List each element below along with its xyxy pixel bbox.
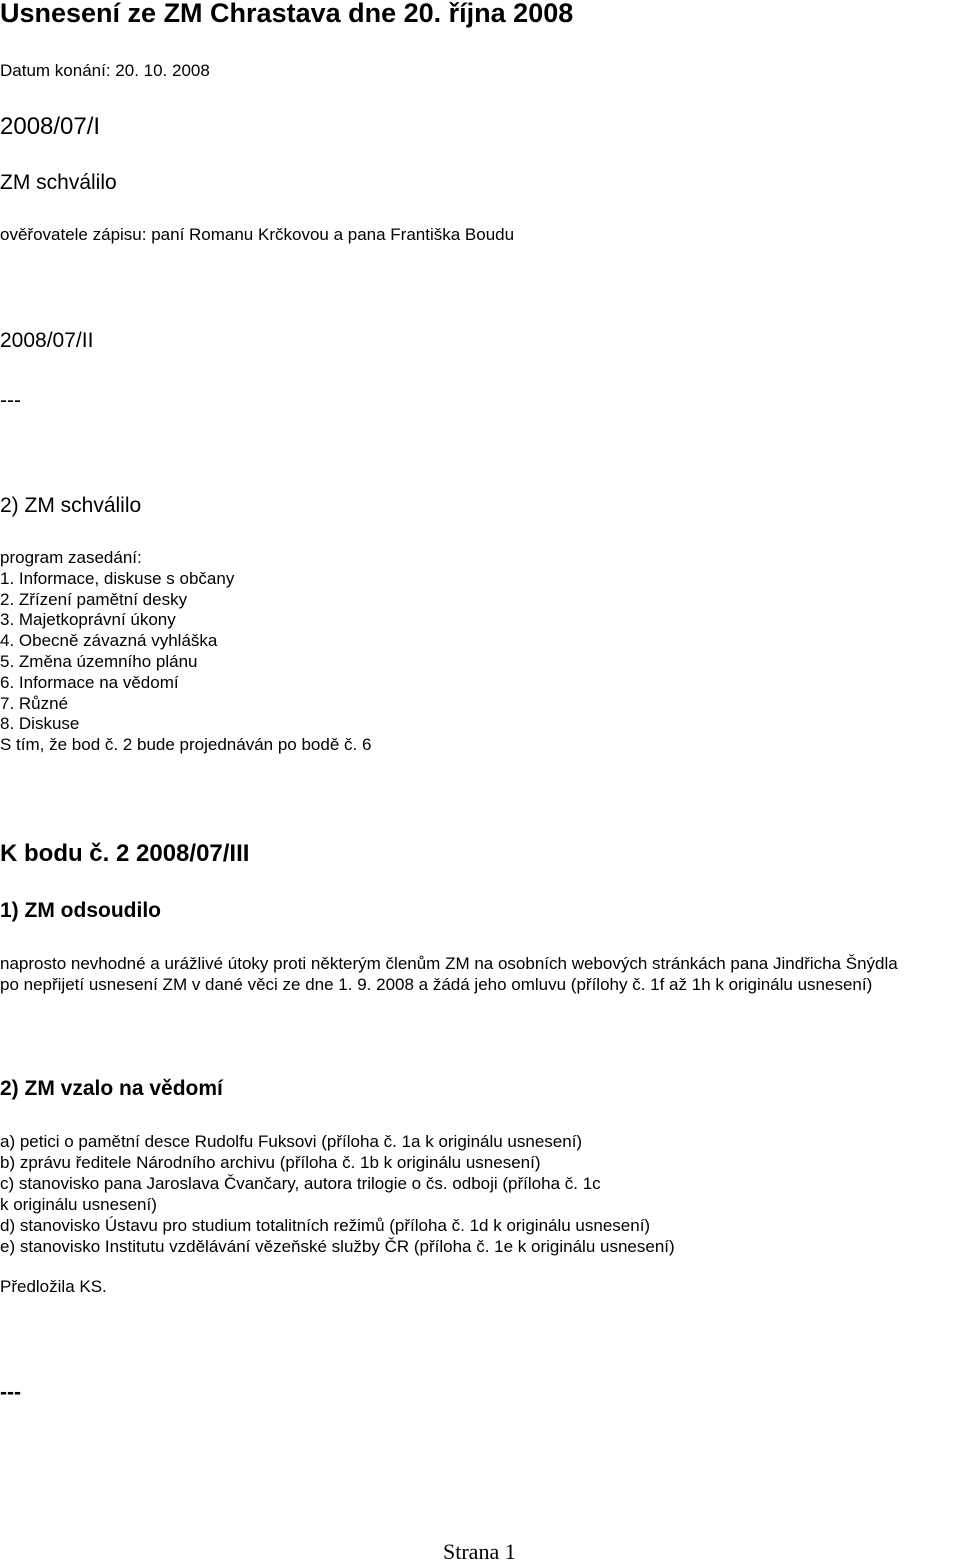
separator-2: ---	[0, 1381, 21, 1404]
program-item: 8. Diskuse	[0, 714, 80, 734]
page-number: Strana 1	[443, 1539, 516, 1564]
condemnation-text	[0, 953, 898, 995]
program-item: 7. Různé	[0, 693, 69, 713]
list-item: a) petici o pamětní desce Rudolfu Fuksovi (příloha č. 1a k originálu usnesení)	[0, 1132, 583, 1151]
program-item: 3. Majetkoprávní úkony	[0, 610, 176, 630]
program-item: 6. Informace na vědomí	[0, 672, 179, 692]
program-item: 2. Zřízení pamětní desky	[0, 589, 188, 609]
separator-1: ---	[0, 389, 21, 412]
list-item: k originálu usnesení)	[0, 1195, 157, 1214]
list-item: d) stanovisko Ústavu pro studium totalitních režimů (příloha č. 1d k originálu usnesení)	[0, 1216, 651, 1235]
acknowledged-list	[0, 1131, 675, 1257]
program-item: 4. Obecně závazná vyhláška	[0, 631, 218, 651]
resolution-code-3: K bodu č. 2 2008/07/III	[0, 840, 250, 867]
resolution-heading-2: 2) ZM schválilo	[0, 494, 142, 517]
program-item: 5. Změna územního plánu	[0, 651, 198, 671]
meeting-date: Datum konání: 20. 10. 2008	[0, 61, 210, 80]
text-line: naprosto nevhodné a urážlivé útoky proti některým členům ZM na osobních webových stránkách pana Jindřicha Šnýdla	[0, 954, 898, 973]
presented-by: Předložila KS.	[0, 1277, 107, 1296]
list-item: e) stanovisko Institutu vzdělávání vězeňské služby ČR (příloha č. 1e k originálu usnesení)	[0, 1237, 675, 1256]
resolution-text-1: ověřovatele zápisu: paní Romanu Krčkovou a pana Františka Boudu	[0, 225, 515, 244]
resolution-heading-4: 2) ZM vzalo na vědomí	[0, 1077, 223, 1100]
resolution-heading-3: 1) ZM odsoudilo	[0, 899, 161, 922]
resolution-heading-1: ZM schválilo	[0, 171, 117, 194]
text-line: po nepřijetí usnesení ZM v dané věci ze dne 1. 9. 2008 a žádá jeho omluvu (přílohy č. 1f až 1h k originálu usnesení)	[0, 975, 873, 994]
program-list	[0, 548, 371, 756]
program-note: S tím, že bod č. 2 bude projednáván po bodě č. 6	[0, 735, 372, 755]
program-intro: program zasedání:	[0, 548, 142, 567]
page-title: Usnesení ze ZM Chrastava dne 20. října 2008	[0, 0, 574, 28]
resolution-code-2: 2008/07/II	[0, 329, 94, 352]
program-item: 1. Informace, diskuse s občany	[0, 568, 235, 588]
resolution-code-1: 2008/07/I	[0, 113, 101, 140]
list-item: c) stanovisko pana Jaroslava Čvančary, autora trilogie o čs. odboji (příloha č. 1c	[0, 1174, 601, 1193]
list-item: b) zprávu ředitele Národního archivu (příloha č. 1b k originálu usnesení)	[0, 1153, 541, 1172]
